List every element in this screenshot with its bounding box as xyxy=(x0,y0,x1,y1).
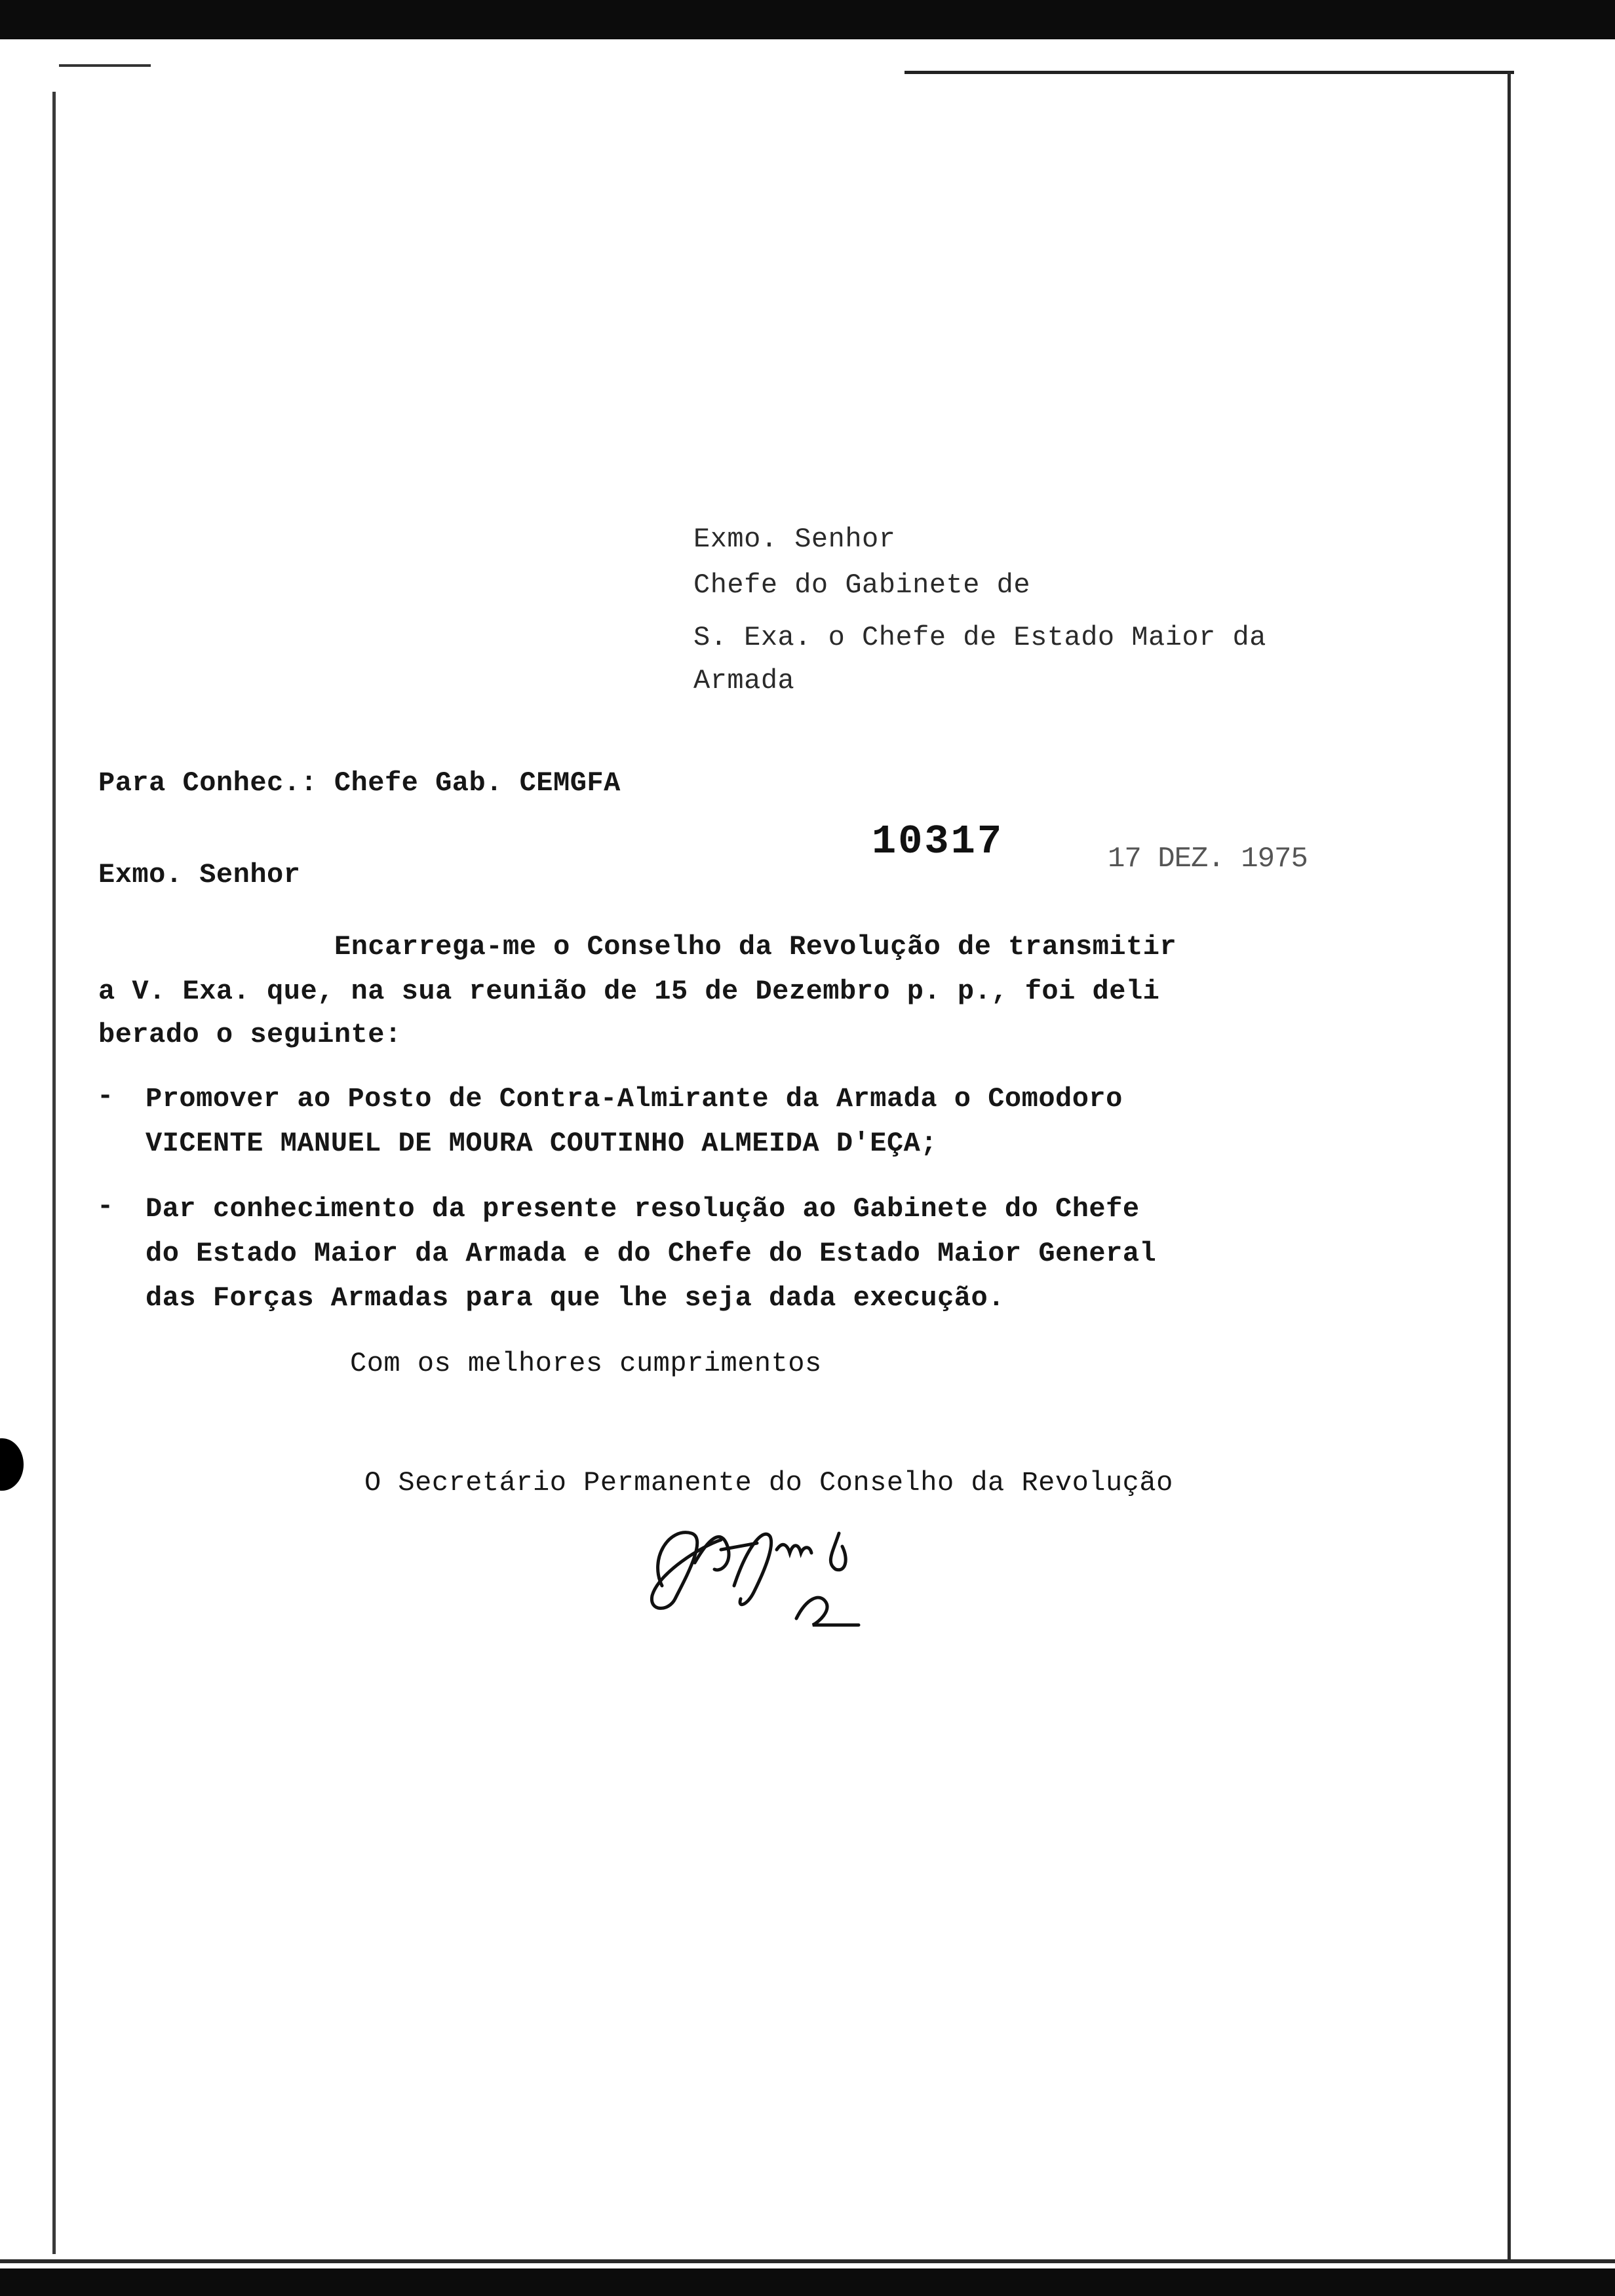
item-bullet: - xyxy=(97,1081,114,1112)
date-stamp: 17 DEZ. 1975 xyxy=(1108,843,1308,875)
body-line-2: a V. Exa. que, na sua reunião de 15 de Dezembro p. p., foi deli xyxy=(98,976,1160,1007)
body-line-3: berado o seguinte: xyxy=(98,1019,402,1050)
item-2-line-1: Dar conhecimento da presente resolução ao Gabinete do Chefe xyxy=(146,1193,1140,1225)
page-top-rule xyxy=(905,71,1514,74)
registry-number: 10317 xyxy=(872,818,1004,865)
addressee-line-3: S. Exa. o Chefe de Estado Maior da xyxy=(693,622,1266,653)
scan-bottom-border xyxy=(0,2268,1615,2296)
body-line-1: Encarrega-me o Conselho da Revolução de transmitir xyxy=(334,931,1177,963)
salutation: Exmo. Senhor xyxy=(98,859,301,890)
scan-top-border xyxy=(0,0,1615,39)
item-bullet: - xyxy=(97,1191,114,1222)
addressee-line-4: Armada xyxy=(693,665,795,697)
item-1-line-2: VICENTE MANUEL DE MOURA COUTINHO ALMEIDA D'EÇA; xyxy=(146,1128,938,1159)
closing-line: Com os melhores cumprimentos xyxy=(350,1348,822,1379)
item-1-line-1: Promover ao Posto de Contra-Almirante da Armada o Comodoro xyxy=(146,1083,1123,1115)
addressee-line-1: Exmo. Senhor xyxy=(693,524,896,555)
punch-hole xyxy=(0,1438,24,1491)
handwritten-signature xyxy=(623,1501,898,1632)
cc-line: Para Conhec.: Chefe Gab. CEMGFA xyxy=(98,767,621,799)
signatory-title: O Secretário Permanente do Conselho da Revolução xyxy=(364,1467,1173,1499)
page-bottom-rule xyxy=(0,2259,1615,2263)
page-right-edge xyxy=(1508,72,1511,2261)
item-2-line-3: das Forças Armadas para que lhe seja dada execução. xyxy=(146,1282,1005,1314)
item-2-line-2: do Estado Maior da Armada e do Chefe do Estado Maior General xyxy=(146,1238,1157,1269)
scan-mark xyxy=(59,64,151,67)
page-left-edge xyxy=(52,92,56,2254)
addressee-line-2: Chefe do Gabinete de xyxy=(693,569,1031,601)
